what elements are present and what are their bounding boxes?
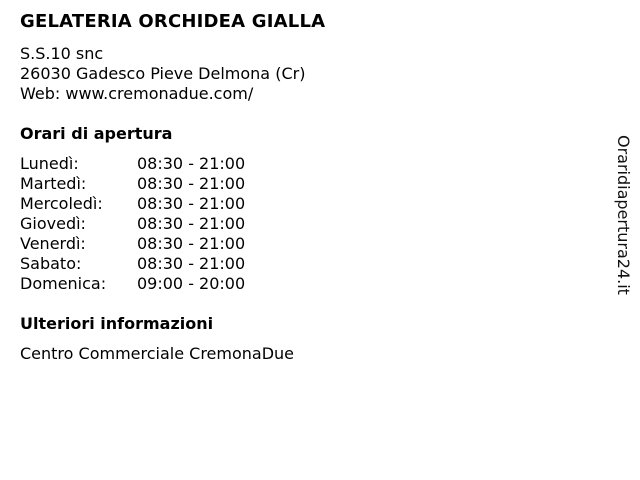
time-range: 08:30 - 21:00 — [137, 214, 246, 233]
hours-row-saturday — [20, 254, 280, 274]
time-range: 08:30 - 21:00 — [137, 234, 246, 253]
more-info-text: Centro Commerciale CremonaDue — [20, 344, 295, 363]
day-label: Venerdì: — [20, 234, 86, 253]
day-label: Sabato: — [20, 254, 82, 273]
address-block — [20, 44, 305, 104]
opening-hours-heading: Orari di apertura — [20, 124, 173, 143]
hours-row-wednesday — [20, 194, 280, 214]
day-label: Giovedì: — [20, 214, 86, 233]
hours-row-sunday — [20, 274, 280, 294]
day-label: Martedì: — [20, 174, 87, 193]
time-range: 09:00 - 20:00 — [137, 274, 246, 293]
hours-row-thursday — [20, 214, 280, 234]
day-label: Mercoledì: — [20, 194, 103, 213]
site-watermark: Oraridiapertura24.it — [614, 135, 633, 295]
time-range: 08:30 - 21:00 — [137, 154, 246, 173]
business-name: GELATERIA ORCHIDEA GIALLA — [20, 11, 326, 32]
hours-row-friday — [20, 234, 280, 254]
time-range: 08:30 - 21:00 — [137, 194, 246, 213]
more-info-heading: Ulteriori informazioni — [20, 314, 214, 333]
website-line: Web: www.cremonadue.com/ — [20, 84, 254, 103]
hours-row-tuesday — [20, 174, 280, 194]
day-label: Lunedì: — [20, 154, 79, 173]
address-city: 26030 Gadesco Pieve Delmona (Cr) — [20, 64, 306, 83]
address-street: S.S.10 snc — [20, 44, 104, 63]
day-label: Domenica: — [20, 274, 107, 293]
hours-row-monday — [20, 154, 280, 174]
time-range: 08:30 - 21:00 — [137, 174, 246, 193]
opening-hours-table — [20, 154, 280, 294]
time-range: 08:30 - 21:00 — [137, 254, 246, 273]
